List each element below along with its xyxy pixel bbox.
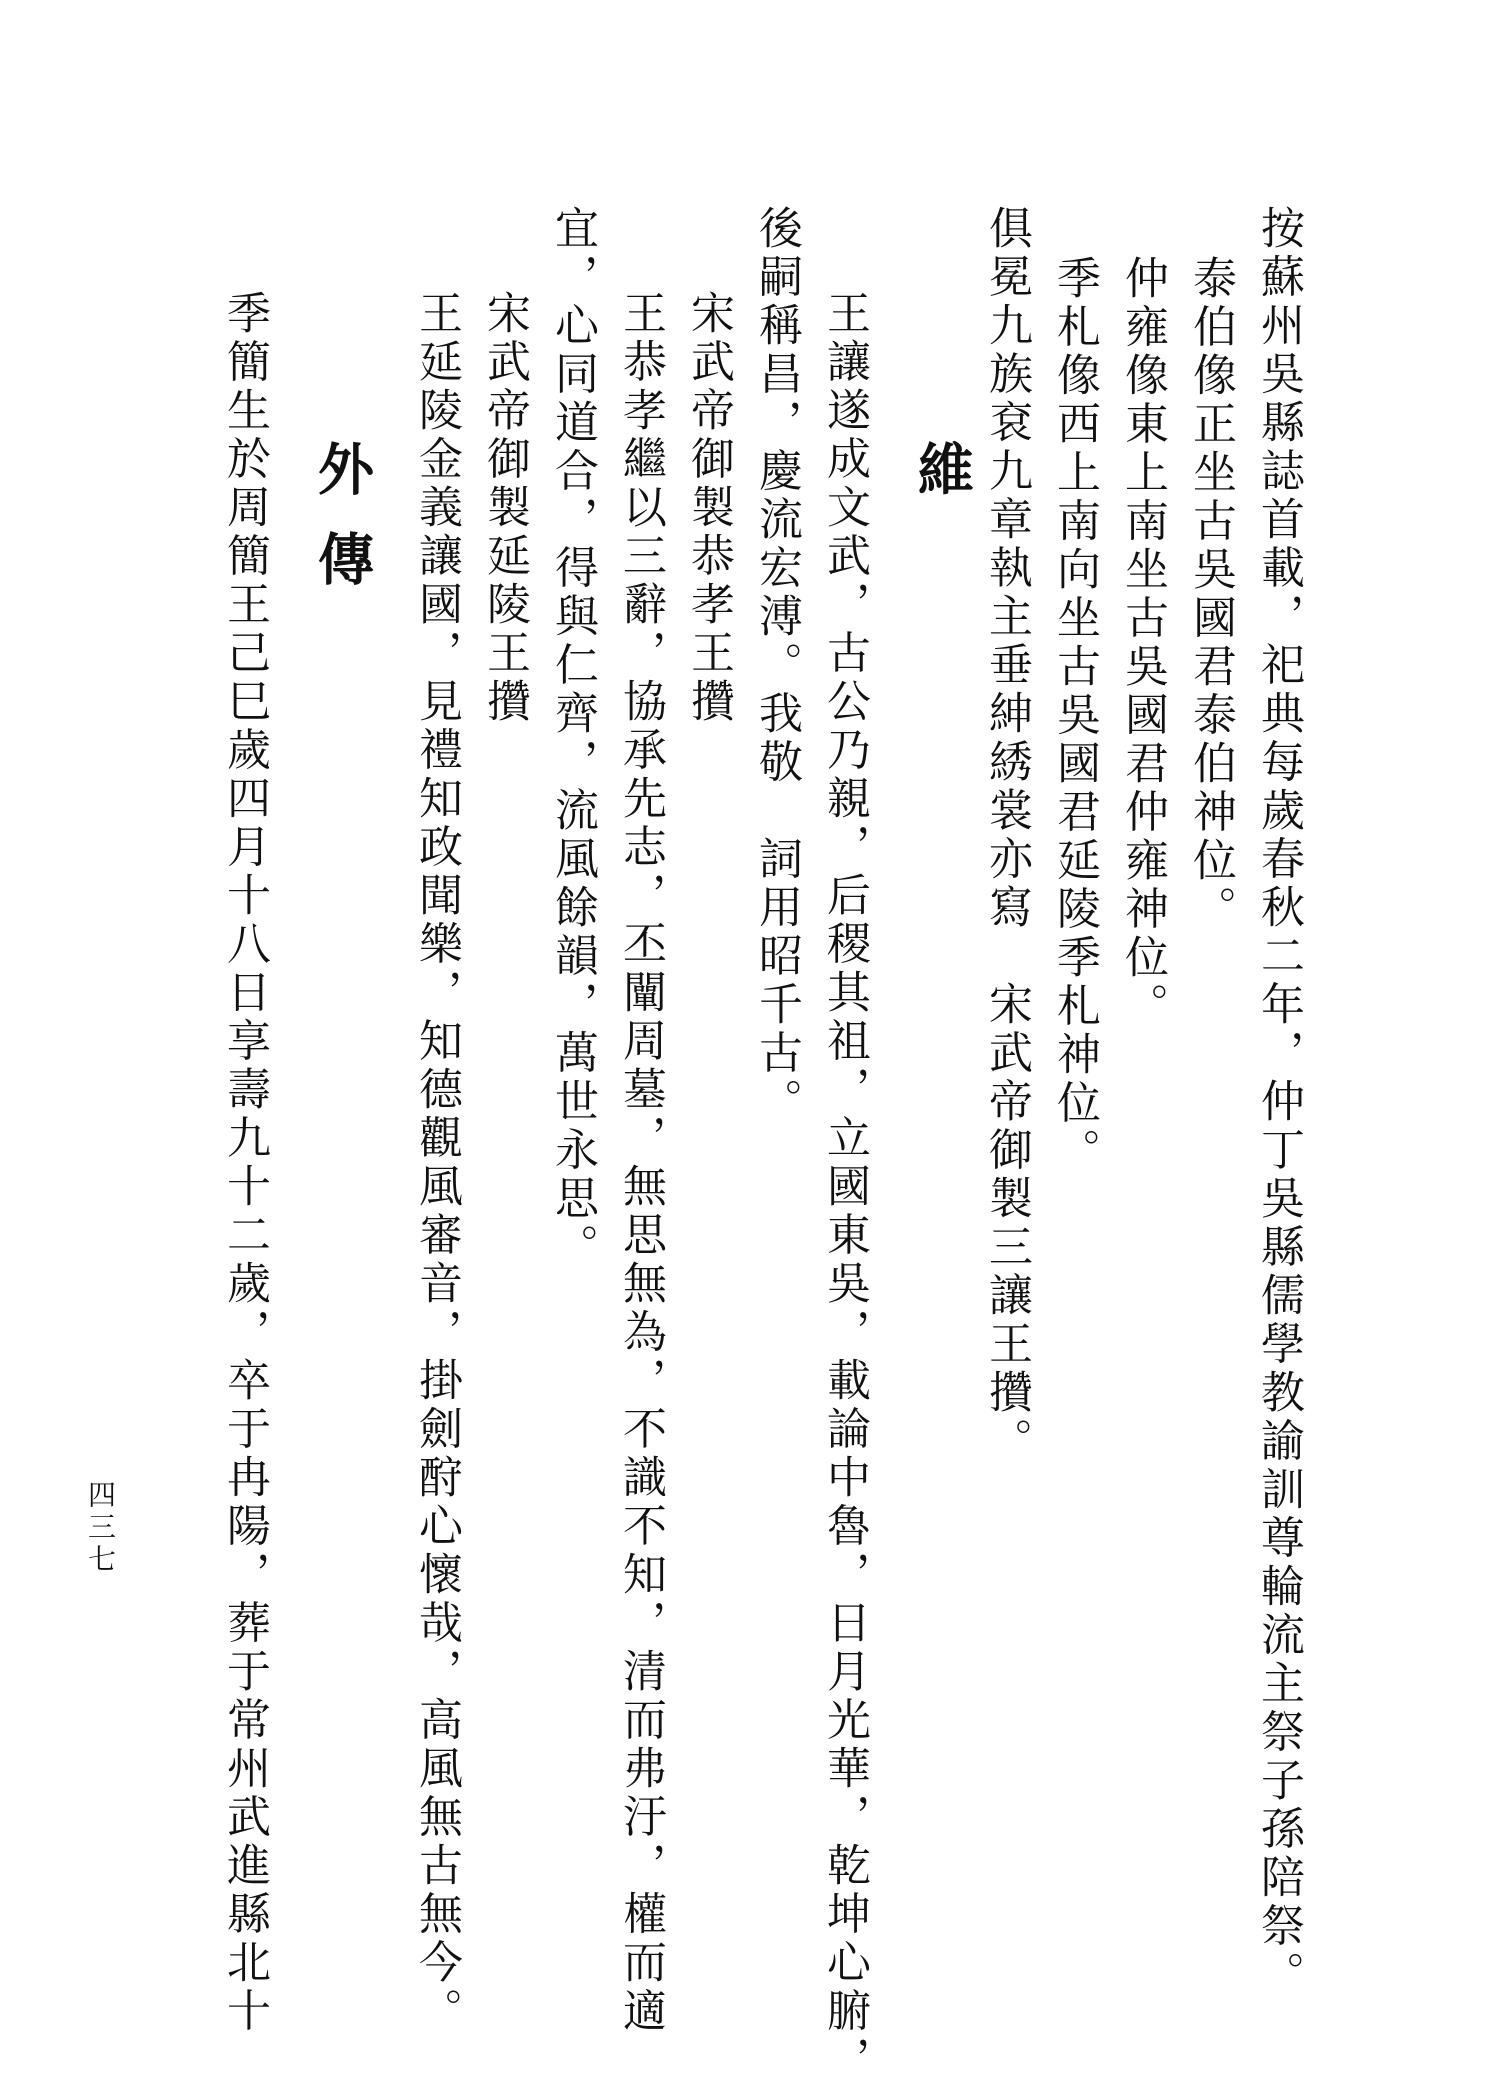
text-column-robes: 俱冕九族袞九章執主垂紳綉裳亦寫 宋武帝御製三讓王攢。 <box>981 205 1032 1466</box>
text-column-gongxiao-2: 宜，心同道合，得與仁齊，流風餘韻，萬世永思。 <box>547 205 598 1272</box>
text-column-gongxiao-1: 王恭孝繼以三辭，協承先志，丕闡周墓，無思無為，不識不知，清而弗汙，權而適 <box>615 290 666 2036</box>
text-column-yanling: 王延陵金義讓國，見禮知政聞樂，知德觀風審音，掛劍酧心懷哉，高風無古無今。 <box>411 290 462 2036</box>
text-column-zhongyong: 仲雍像東上南坐古吳國君仲雍神位。 <box>1117 255 1168 1031</box>
text-column-jizha: 季札像西上南向坐古吳國君延陵季札神位。 <box>1049 255 1100 1177</box>
text-column-intro: 按蘇州吳縣誌首載，祀典每歲春秋二年，仲丁吳縣儒學教諭訓尊輪流主祭子孫陪祭。 <box>1253 205 1304 2000</box>
text-column-title-gongxiao: 宋武帝御製恭孝王攢 <box>683 290 734 727</box>
text-column-title-yanling: 宋武帝御製延陵王攢 <box>479 290 530 727</box>
text-column-hymn-1: 王讓遂成文武，古公乃親，后稷其祖，立國東吳，載論中魯，日月光華，乾坤心腑， <box>819 290 870 2085</box>
text-column-jijian: 季簡生於周簡王己巳歲四月十八日享壽九十二歲，卒于冉陽，葬于常州武進縣北十 <box>219 290 270 2036</box>
page-number: 四三七 <box>84 1480 117 1576</box>
text-column-taibo: 泰伯像正坐古吳國君泰伯神位。 <box>1185 255 1236 934</box>
heading-wei: 維 <box>909 440 975 496</box>
heading-waizhuan: 外傳 <box>309 440 375 620</box>
text-column-hymn-2: 後嗣稱昌，慶流宏溥。我敬 詞用昭千古。 <box>751 205 802 1127</box>
